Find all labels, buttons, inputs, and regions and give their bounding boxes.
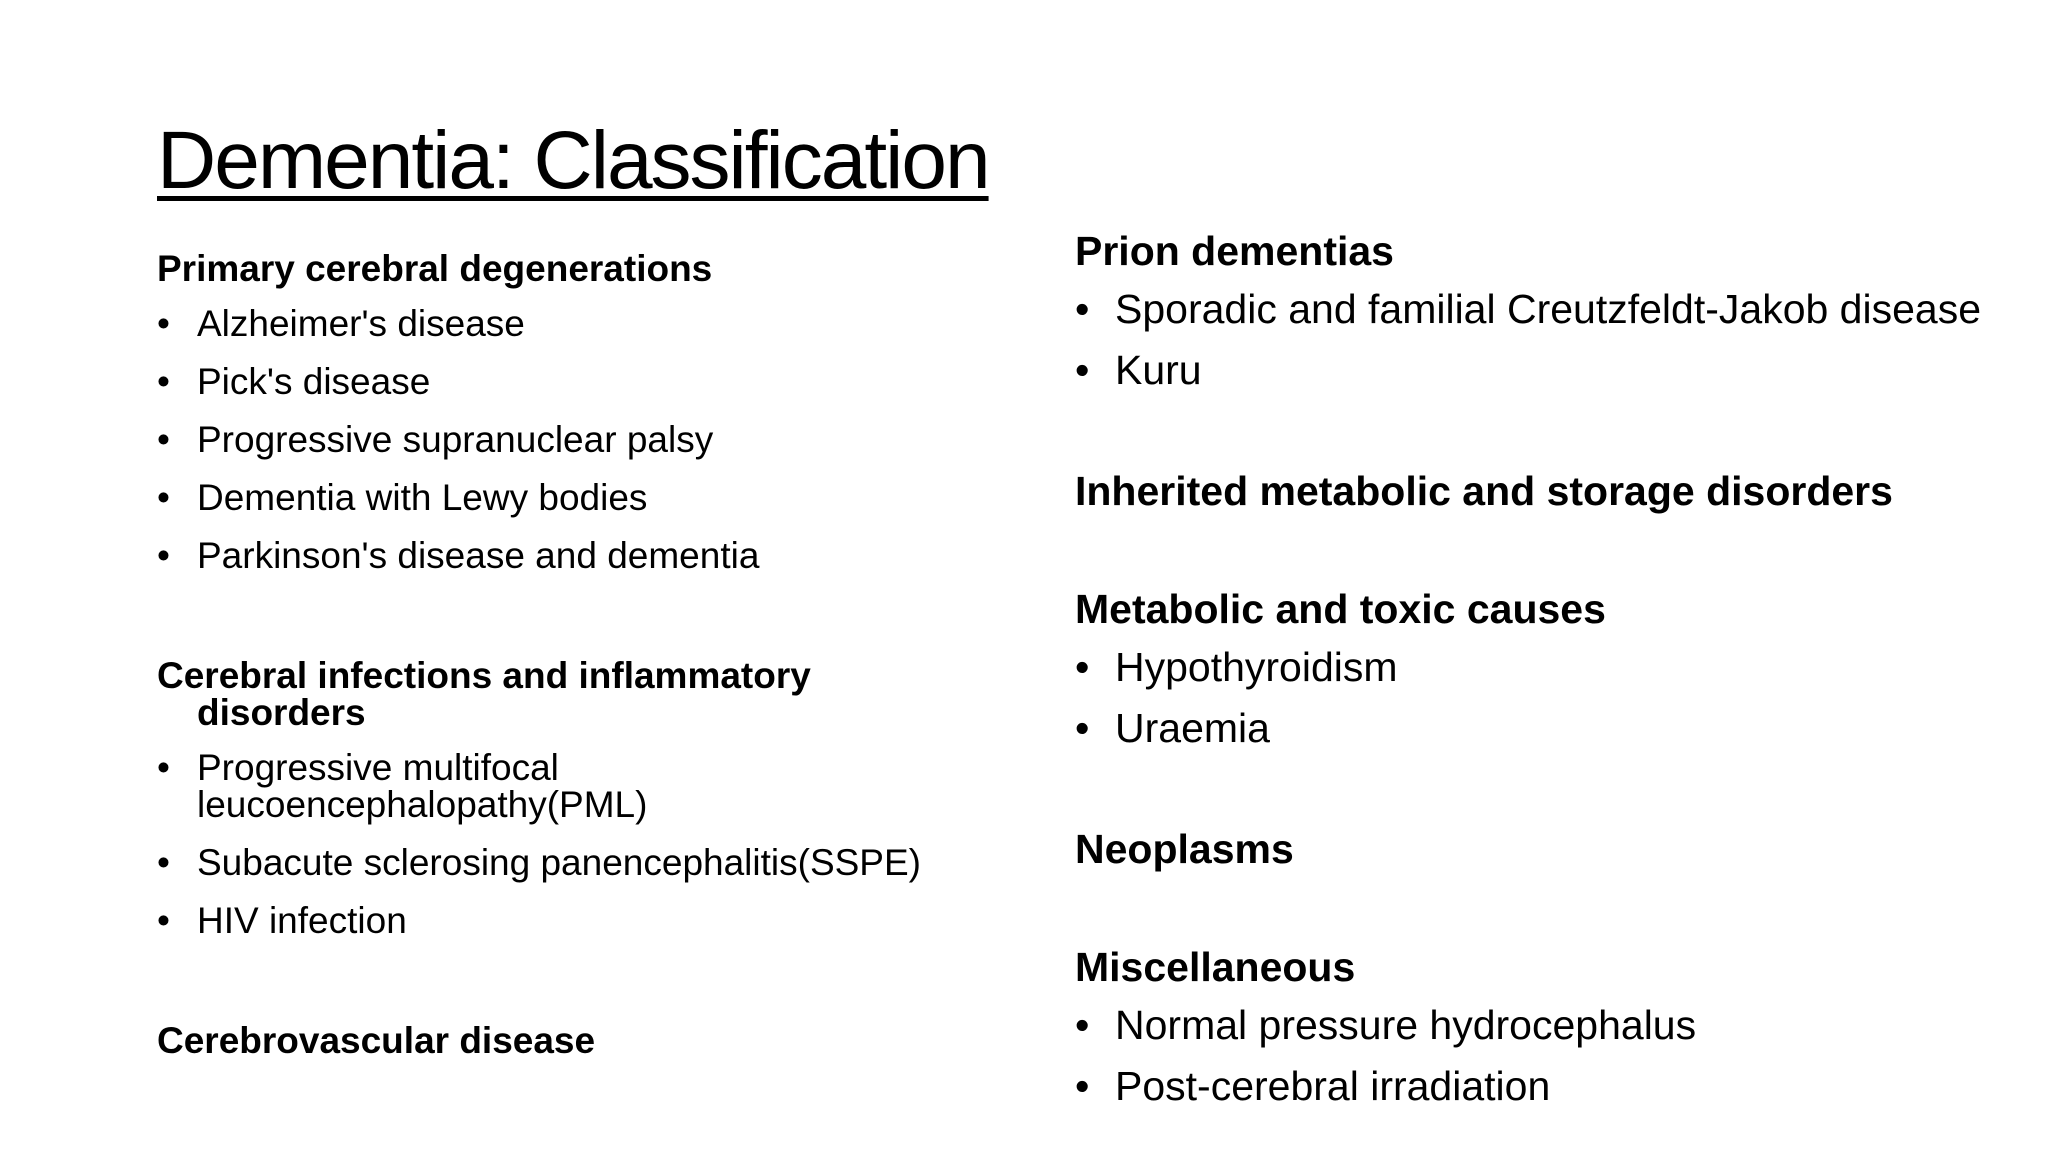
section-metabolic-toxic — [1075, 586, 2035, 751]
list-item: • Uraemia — [1075, 705, 1270, 751]
bullet-icon: • — [157, 842, 170, 883]
bullet-icon: • — [1075, 347, 1090, 393]
section-cerebral-infections — [157, 657, 1057, 939]
section-primary-cerebral-degenerations — [157, 250, 1057, 574]
bullet-list — [1075, 286, 2035, 393]
list-item: • Subacute sclerosing panencephalitis(SSPE) — [157, 842, 921, 883]
section-heading: Cerebral infections and inflammatory disorders — [157, 655, 811, 733]
bullet-icon: • — [1075, 286, 1090, 332]
bullet-icon: • — [1075, 1063, 1090, 1109]
list-item: • Sporadic and familial Creutzfeldt-Jakob disease — [1075, 286, 1982, 332]
section-heading: Prion dementias — [1075, 228, 1394, 274]
bullet-list — [157, 749, 1057, 939]
bullet-icon: • — [157, 900, 170, 941]
bullet-icon: • — [157, 477, 170, 518]
bullet-icon: • — [157, 419, 170, 460]
section-heading: Miscellaneous — [1075, 944, 1356, 990]
list-item: • Post-cerebral irradiation — [1075, 1063, 1551, 1109]
bullet-icon: • — [157, 535, 170, 576]
list-item: • Parkinson's disease and dementia — [157, 535, 760, 576]
list-item: • Kuru — [1075, 347, 1202, 393]
list-item: • Pick's disease — [157, 361, 431, 402]
spacer — [1075, 766, 2035, 826]
bullet-list — [157, 305, 1057, 574]
section-miscellaneous — [1075, 944, 2035, 1109]
list-item: • Normal pressure hydrocephalus — [1075, 1002, 1697, 1048]
list-item: • Progressive multifocal leucoencephalopathy(PML) — [157, 747, 648, 825]
bullet-list — [1075, 644, 2035, 751]
left-column — [157, 250, 1057, 1077]
spacer — [1075, 408, 2035, 468]
list-item: • Dementia with Lewy bodies — [157, 477, 648, 518]
bullet-list — [1075, 1002, 2035, 1109]
section-inherited-metabolic — [1075, 468, 2035, 514]
section-heading: Neoplasms — [1075, 826, 1294, 872]
list-item: • Alzheimer's disease — [157, 303, 525, 344]
bullet-icon: • — [157, 361, 170, 402]
bullet-icon: • — [1075, 644, 1090, 690]
list-item: • Hypothyroidism — [1075, 644, 1398, 690]
spacer — [1075, 526, 2035, 586]
spacer — [1075, 884, 2035, 944]
bullet-icon: • — [1075, 1002, 1090, 1048]
section-heading: Metabolic and toxic causes — [1075, 586, 1606, 632]
slide-title: Dementia: Classification — [157, 115, 989, 206]
section-heading: Cerebrovascular disease — [157, 1020, 596, 1061]
section-neoplasms — [1075, 826, 2035, 872]
list-item: • HIV infection — [157, 900, 407, 941]
bullet-icon: • — [1075, 705, 1090, 751]
list-item: • Progressive supranuclear palsy — [157, 419, 714, 460]
right-column — [1075, 228, 2035, 1124]
bullet-icon: • — [157, 303, 170, 344]
section-heading: Inherited metabolic and storage disorders — [1075, 468, 1893, 514]
section-heading: Primary cerebral degenerations — [157, 248, 713, 289]
section-cerebrovascular-disease — [157, 1022, 1057, 1059]
spacer — [157, 595, 1057, 657]
spacer — [157, 960, 1057, 1022]
bullet-icon: • — [157, 747, 170, 788]
section-prion-dementias — [1075, 228, 2035, 393]
